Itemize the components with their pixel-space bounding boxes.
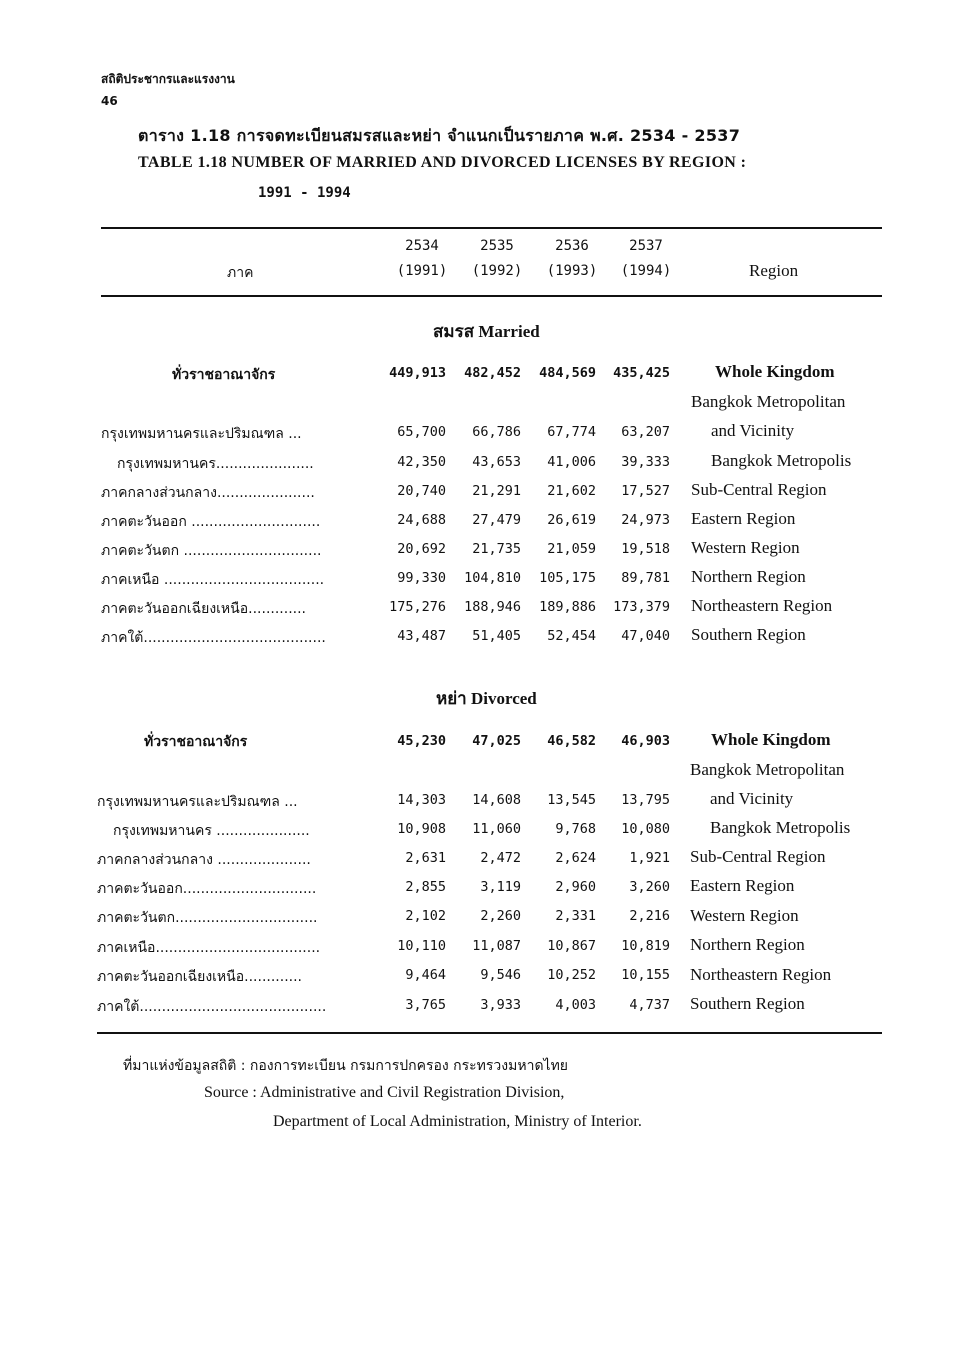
row-label-thai: ภาคกลางส่วนกลาง ..................... xyxy=(97,852,311,868)
cell-value: 2,624 xyxy=(555,850,596,866)
col-head-year-ce: (1992) xyxy=(471,263,523,279)
cell-value: 13,795 xyxy=(621,792,670,808)
cell-value: 42,350 xyxy=(397,454,446,470)
cell-value: 17,527 xyxy=(621,483,670,499)
source-english-line1: Source : Administrative and Civil Registration Division, xyxy=(204,1084,565,1101)
row-label-english-total: Whole Kingdom xyxy=(711,730,831,749)
cell-value: 13,545 xyxy=(547,792,596,808)
row-label-thai: กรุงเทพมหานครและปริมณฑล ... xyxy=(97,794,298,810)
cell-value: 52,454 xyxy=(547,628,596,644)
cell-value: 2,855 xyxy=(405,879,446,895)
cell-value: 9,546 xyxy=(480,967,521,983)
cell-value: 20,740 xyxy=(397,483,446,499)
cell-value: 3,260 xyxy=(629,879,670,895)
cell-value: 89,781 xyxy=(621,570,670,586)
row-label-english: Eastern Region xyxy=(691,509,796,528)
cell-value: 63,207 xyxy=(621,424,670,440)
row-label-english: Southern Region xyxy=(690,994,805,1013)
row-label-thai: ภาคตะวันตก ............................... xyxy=(101,543,322,559)
cell-value: 173,379 xyxy=(613,599,670,615)
cell-value: 43,653 xyxy=(472,454,521,470)
col-head-year-be: 2535 xyxy=(480,238,514,254)
cell-value: 43,487 xyxy=(397,628,446,644)
cell-value: 21,291 xyxy=(472,483,521,499)
cell-value: 26,619 xyxy=(547,512,596,528)
table-title-english: TABLE 1.18 NUMBER OF MARRIED AND DIVORCED LICENSES BY REGION : xyxy=(138,154,747,171)
row-label-thai: ภาคใต้.......................................... xyxy=(97,999,327,1015)
cell-value: 2,960 xyxy=(555,879,596,895)
row-label-english: Northern Region xyxy=(690,935,805,954)
row-label-english: Western Region xyxy=(691,538,800,557)
row-label-thai: ภาคตะวันออก ............................. xyxy=(101,514,321,530)
cell-value: 482,452 xyxy=(464,365,521,381)
col-head-year-be: 2537 xyxy=(629,238,663,254)
table-title-years: 1991 - 1994 xyxy=(258,185,351,201)
row-label-english: Eastern Region xyxy=(690,876,795,895)
cell-value: 10,155 xyxy=(621,967,670,983)
cell-value: 484,569 xyxy=(539,365,596,381)
col-head-year-be: 2536 xyxy=(555,238,589,254)
table-header-rule xyxy=(101,295,882,297)
table-title-thai: ตาราง 1.18 การจดทะเบียนสมรสและหย่า จำแนกเป็นรายภาค พ.ศ. 2534 - 2537 xyxy=(138,126,741,145)
row-label-thai: กรุงเทพมหานครและปริมณฑล ... xyxy=(101,426,302,442)
row-label-thai: ภาคตะวันออกเฉียงเหนือ............. xyxy=(97,969,302,985)
row-label-thai: ภาคกลางส่วนกลาง...................... xyxy=(101,485,315,501)
cell-value: 449,913 xyxy=(389,365,446,381)
row-label-thai: กรุงเทพมหานคร ..................... xyxy=(113,823,310,839)
row-label-english: Bangkok Metropolis xyxy=(710,818,851,837)
section-heading-divorced: หย่า Divorced xyxy=(436,689,537,708)
row-label-english: Bangkok Metropolis xyxy=(711,451,852,470)
col-head-year-ce: (1994) xyxy=(620,263,672,279)
row-label-thai: ภาคเหนือ .................................... xyxy=(101,572,325,588)
page-number: 46 xyxy=(101,94,118,108)
table-top-rule xyxy=(101,227,882,229)
cell-value: 10,867 xyxy=(547,938,596,954)
row-label-english: Northeastern Region xyxy=(690,965,832,984)
row-label-english: and Vicinity xyxy=(711,421,795,440)
cell-value: 47,025 xyxy=(472,733,521,749)
cell-value: 21,059 xyxy=(547,541,596,557)
row-label-thai-total: ทั่วราชอาณาจักร xyxy=(172,367,276,383)
section-heading-married: สมรส Married xyxy=(433,322,540,341)
row-label-thai: ภาคเหนือ..................................... xyxy=(97,940,321,956)
row-label-english: Sub-Central Region xyxy=(690,847,826,866)
row-label-english-prefix: Bangkok Metropolitan xyxy=(690,760,845,779)
cell-value: 21,735 xyxy=(472,541,521,557)
col-head-region: Region xyxy=(749,261,799,280)
cell-value: 2,216 xyxy=(629,908,670,924)
row-label-thai: ภาคใต้......................................... xyxy=(101,630,326,646)
cell-value: 9,464 xyxy=(405,967,446,983)
cell-value: 4,737 xyxy=(629,997,670,1013)
cell-value: 188,946 xyxy=(464,599,521,615)
row-label-thai-total: ทั่วราชอาณาจักร xyxy=(144,734,248,750)
row-label-thai: ภาคตะวันตก................................ xyxy=(97,910,318,926)
cell-value: 10,110 xyxy=(397,938,446,954)
cell-value: 9,768 xyxy=(555,821,596,837)
cell-value: 10,819 xyxy=(621,938,670,954)
cell-value: 10,252 xyxy=(547,967,596,983)
cell-value: 14,608 xyxy=(472,792,521,808)
cell-value: 14,303 xyxy=(397,792,446,808)
cell-value: 51,405 xyxy=(472,628,521,644)
cell-value: 45,230 xyxy=(397,733,446,749)
cell-value: 175,276 xyxy=(389,599,446,615)
row-label-english-total: Whole Kingdom xyxy=(715,362,835,381)
cell-value: 67,774 xyxy=(547,424,596,440)
cell-value: 20,692 xyxy=(397,541,446,557)
row-label-english: Northern Region xyxy=(691,567,806,586)
cell-value: 10,080 xyxy=(621,821,670,837)
row-label-english: and Vicinity xyxy=(710,789,794,808)
row-label-english-prefix: Bangkok Metropolitan xyxy=(691,392,846,411)
cell-value: 19,518 xyxy=(621,541,670,557)
cell-value: 3,765 xyxy=(405,997,446,1013)
cell-value: 24,973 xyxy=(621,512,670,528)
cell-value: 3,119 xyxy=(480,879,521,895)
cell-value: 1,921 xyxy=(629,850,670,866)
cell-value: 4,003 xyxy=(555,997,596,1013)
col-head-thai: ภาค xyxy=(227,265,254,281)
row-label-english: Northeastern Region xyxy=(691,596,833,615)
cell-value: 3,933 xyxy=(480,997,521,1013)
cell-value: 24,688 xyxy=(397,512,446,528)
cell-value: 21,602 xyxy=(547,483,596,499)
cell-value: 104,810 xyxy=(464,570,521,586)
cell-value: 66,786 xyxy=(472,424,521,440)
cell-value: 41,006 xyxy=(547,454,596,470)
cell-value: 46,903 xyxy=(621,733,670,749)
cell-value: 2,331 xyxy=(555,908,596,924)
cell-value: 27,479 xyxy=(472,512,521,528)
row-label-thai: ภาคตะวันออกเฉียงเหนือ............. xyxy=(101,601,306,617)
cell-value: 189,886 xyxy=(539,599,596,615)
cell-value: 10,908 xyxy=(397,821,446,837)
cell-value: 47,040 xyxy=(621,628,670,644)
cell-value: 2,260 xyxy=(480,908,521,924)
cell-value: 435,425 xyxy=(613,365,670,381)
row-label-thai: กรุงเทพมหานคร...................... xyxy=(117,456,314,472)
cell-value: 39,333 xyxy=(621,454,670,470)
col-head-year-ce: (1991) xyxy=(396,263,448,279)
table-bottom-rule xyxy=(97,1032,882,1034)
cell-value: 2,472 xyxy=(480,850,521,866)
col-head-year-ce: (1993) xyxy=(546,263,598,279)
row-label-english: Southern Region xyxy=(691,625,806,644)
source-english-line2: Department of Local Administration, Ministry of Interior. xyxy=(273,1113,642,1130)
cell-value: 65,700 xyxy=(397,424,446,440)
row-label-english: Western Region xyxy=(690,906,799,925)
row-label-english: Sub-Central Region xyxy=(691,480,827,499)
cell-value: 99,330 xyxy=(397,570,446,586)
running-header: สถิติประชากรและแรงงาน xyxy=(101,72,235,86)
cell-value: 11,087 xyxy=(472,938,521,954)
col-head-year-be: 2534 xyxy=(405,238,439,254)
row-label-thai: ภาคตะวันออก.............................. xyxy=(97,881,317,897)
cell-value: 2,102 xyxy=(405,908,446,924)
source-thai: ที่มาแห่งข้อมูลสถิติ : กองการทะเบียน กรมการปกครอง กระทรวงมหาดไทย xyxy=(123,1058,569,1074)
cell-value: 2,631 xyxy=(405,850,446,866)
cell-value: 46,582 xyxy=(547,733,596,749)
cell-value: 11,060 xyxy=(472,821,521,837)
cell-value: 105,175 xyxy=(539,570,596,586)
